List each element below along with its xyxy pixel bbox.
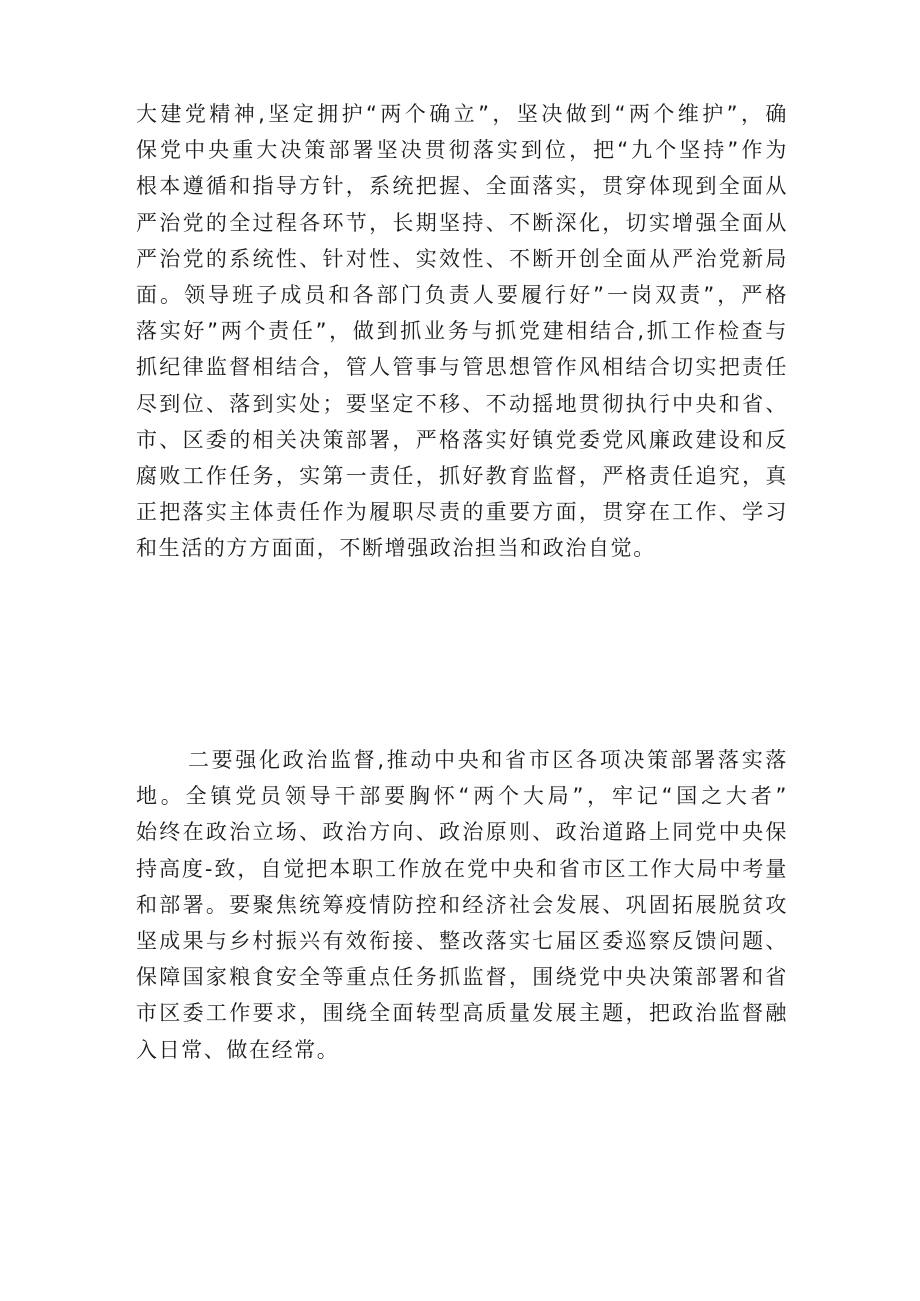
text-line: 落实好”两个责任”，做到抓业务与抓党建相结合,抓工作检查与 xyxy=(136,319,788,344)
text-line: 面。领导班子成员和各部门负责人要履行好”一岗双责”，严格 xyxy=(136,283,788,308)
text-line: 尽到位、落到实处；要坚定不移、不动摇地贯彻执行中央和省、 xyxy=(136,391,788,416)
text-line: 根本遵循和指导方针，系统把握、全面落实，贯穿体现到全面从 xyxy=(136,174,788,199)
text-line: 地。全镇党员领导干部要胸怀“两个大局”，牢记“国之大者” xyxy=(136,784,788,809)
text-line: 严治党的全过程各环节，长期坚持、不断深化，切实增强全面从 xyxy=(136,210,788,235)
text-line: 市、区委的相关决策部署，严格落实好镇党委党风廉政建设和反 xyxy=(136,427,788,452)
text-line: 和生活的方方面面，不断增强政治担当和政治自觉。 xyxy=(136,536,656,561)
text-line: 保党中央重大决策部署坚决贯彻落实到位，把“九个坚持”作为 xyxy=(136,138,788,163)
text-line: 保障国家粮食安全等重点任务抓监督，围绕党中央决策部署和省 xyxy=(136,965,788,990)
text-line: 抓纪律监督相结合，管人管事与管思想管作风相结合切实把责任 xyxy=(136,355,788,380)
text-line: 二要强化政治监督,推动中央和省市区各项决策部署落实落 xyxy=(188,748,788,772)
text-line: 入日常、做在经常。 xyxy=(136,1037,340,1062)
text-line: 腐败工作任务，实第一责任，抓好教育监督，严格责任追究，真 xyxy=(136,464,788,489)
text-line: 坚成果与乡村振兴有效衔接、整改落实七届区委巡察反馈问题、 xyxy=(136,929,788,954)
text-line: 市区委工作要求，围绕全面转型高质量发展主题，把政治监督融 xyxy=(136,1001,788,1026)
paragraph-political-supervision xyxy=(136,742,788,1068)
text-line: 持高度-致，自觉把本职工作放在党中央和省市区工作大局中考量 xyxy=(136,856,788,881)
text-line: 正把落实主体责任作为履职尽责的重要方面，贯穿在工作、学习 xyxy=(136,500,788,525)
text-line: 和部署。要聚焦统筹疫情防控和经济社会发展、巩固拓展脱贫攻 xyxy=(136,892,788,917)
text-line: 严治党的系统性、针对性、实效性、不断开创全面从严治党新局 xyxy=(136,246,788,271)
text-line: 始终在政治立场、政治方向、政治原则、政治道路上同党中央保 xyxy=(136,820,788,845)
text-line: 大建党精神,坚定拥护“两个确立”，坚决做到“两个维护”，确 xyxy=(136,102,788,126)
paragraph-party-building-responsibility xyxy=(136,96,788,567)
